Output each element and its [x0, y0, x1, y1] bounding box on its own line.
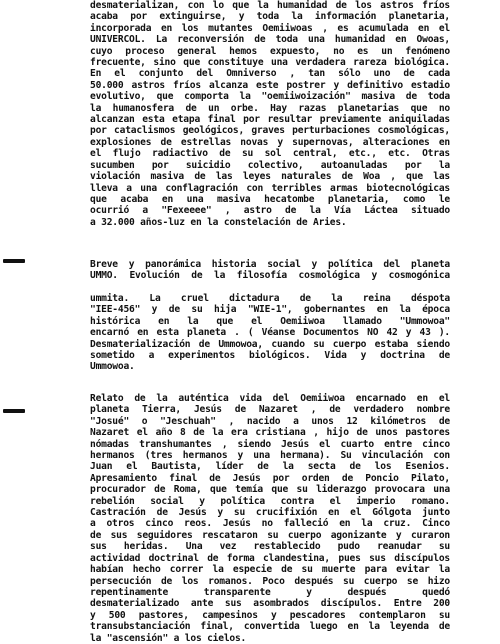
text-line: sus heridas. Una vez restablecido pudo reanudar su — [90, 541, 450, 553]
text-line: Nazaret el año 8 de la era cristiana , hijo de unos pastores — [90, 427, 450, 439]
text-line: Relato de la auténtica vida del Oemiiwoa encarnado en el — [90, 393, 450, 404]
text-line: desmaterializado ante sus asombrados discípulos. Entre 200 — [90, 598, 450, 610]
text-line: Juan el Bautista, líder de la secta de los Esenios. — [90, 461, 450, 473]
text-line: que acaba en una masiva hecatombe planetaria, como le — [90, 193, 450, 205]
margin-mark — [3, 259, 25, 263]
text-line: UNIVERCOL. La reconversión de toda una humanidad en Owoas, — [90, 34, 450, 46]
text-line: Castración de Jesús y su crucifixión en el Gólgota junto — [90, 507, 450, 519]
text-line: "Josué" o "Jeschuah" , nacido a unos 12 kilómetros de — [90, 415, 450, 427]
text-line: frecuente, sino que constituye una verdadera rareza biológica. — [90, 57, 450, 69]
text-line: ummita. La cruel dictadura de la reina déspota — [90, 293, 450, 304]
text-line: procurador de Roma, que temía que su liderazgo provocara una — [90, 484, 450, 496]
text-line: de sus seguidores rescataron su cuerpo agonizante y curaron — [90, 529, 450, 541]
text-line: histórica en la que el Oemiiwoa llamado "Ummowoa" — [90, 315, 450, 327]
text-line: nómadas transhumantes , siendo Jesús el cuarto entre cinco — [90, 438, 450, 450]
text-line: incorporada en los mutantes Oemiiwoas , es acumulada en el — [90, 22, 450, 34]
text-line: Desmaterialización de Ummowoa, cuando su cuerpo estaba siendo — [90, 338, 450, 350]
text-line: la "ascensión" a los cielos. — [90, 632, 247, 644]
text-line: 50.000 astros fríos alcanza este postrer y definitivo estadio — [90, 79, 450, 91]
text-line: encarnó en esta planeta . ( Véanse Documentos NO 42 y 43 ). — [90, 327, 450, 339]
text-line: En el conjunto del Omniverso , tan sólo uno de cada — [90, 68, 450, 80]
text-line: "IEE-456" y de su hija "WIE-1", gobernantes en la época — [90, 304, 450, 316]
paragraph-ummowoa-doctrine — [90, 293, 450, 373]
paragraph-jesus-of-nazareth — [90, 393, 450, 644]
text-line: UMMO. Evolución de la filosofía cosmológica y cosmogónica — [90, 270, 450, 282]
text-line: a otros cinco reos. Jesús no falleció en la cruz. Cinco — [90, 518, 450, 530]
text-line: repentinamente transparente y después quedó — [90, 586, 450, 598]
paragraph-ummo-humanity-reconversion — [90, 0, 450, 228]
text-line: evolutivo, que comporta la "oemiiwoización" masiva de toda — [90, 91, 450, 103]
text-line: Breve y panorámica historia social y política del planeta — [90, 259, 450, 270]
text-line: Ummowoa. — [90, 361, 135, 373]
text-line: el flujo radiactivo de su sol central, etc., etc. Otras — [90, 148, 450, 160]
text-line: hermanos (tres hermanos y una hermana). Su vinculación con — [90, 450, 450, 462]
text-line: acaba por extinguirse, y toda la información planetaria, — [90, 11, 450, 23]
text-line: Apresamiento final de Jesús por orden de Poncio Pilato, — [90, 472, 450, 484]
text-line: y 500 pastores, campesinos y pescadores contemplaron su — [90, 609, 450, 621]
text-line: habían hecho correr la especie de su muerte para evitar la — [90, 564, 450, 576]
text-line: sucumben por suicidio colectivo, autoanuladas por la — [90, 159, 450, 171]
text-line: transubstanciación final, convertida luego en la leyenda de — [90, 621, 450, 633]
text-line: alcanzan esta etapa final por resultar previamente aniquiladas — [90, 114, 450, 126]
text-line: cuyo proceso general hemos expuesto, no es un fenómeno — [90, 45, 450, 57]
text-line: sometido a experimentos biológicos. Vida y doctrina de — [90, 350, 450, 362]
text-line: a 32.000 años-luz en la constelación de Aries. — [90, 216, 347, 228]
text-line: explosiones de estrellas novas y supernovas, alteraciones en — [90, 136, 450, 148]
text-line: violación masiva de las leyes naturales de Woa , que las — [90, 171, 450, 183]
paragraph-ummo-history-heading — [90, 259, 450, 282]
margin-mark — [3, 409, 25, 413]
text-line: ocurrió a "Fexeeee" , astro de la Vía Láctea situado — [90, 205, 450, 217]
text-line: actividad doctrinal de forma clandestina, pues sus discípulos — [90, 552, 450, 564]
text-line: la humanosfera de un orbe. Hay razas planetarias que no — [90, 102, 450, 114]
text-line: lleva a una conflagración con terribles armas biotecnológicas — [90, 182, 450, 194]
text-line: rebelión social y política contra el imperio romano. — [90, 495, 450, 507]
text-line: persecución de los romanos. Poco después su cuerpo se hizo — [90, 575, 450, 587]
text-line: desmaterializan, con lo que la humanidad de los astros fríos — [90, 0, 450, 11]
text-line: planeta Tierra, Jesús de Nazaret , de verdadero nombre — [90, 404, 450, 416]
text-line: por cataclismos geológicos, graves perturbaciones cosmológicas, — [90, 125, 450, 137]
